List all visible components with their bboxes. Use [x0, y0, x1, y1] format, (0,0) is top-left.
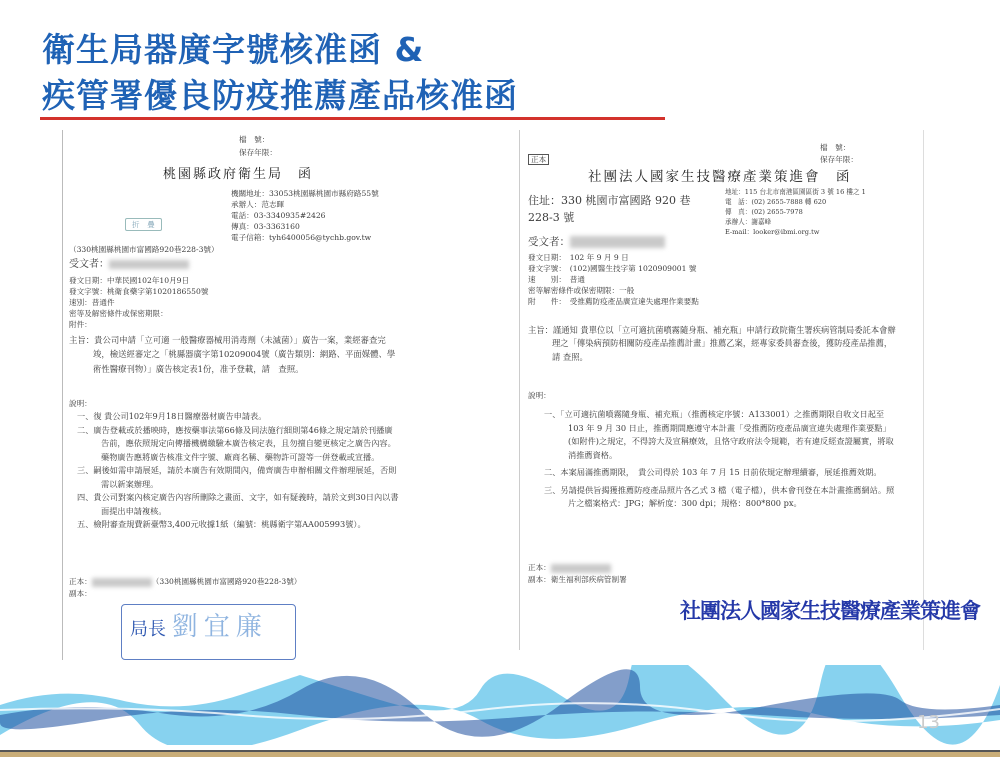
- title-underline: [40, 117, 665, 120]
- explain-item: 四、貴公司對案內核定廣告內容所刪除之畫面、文字，如有疑義時，請於文到30日內以書面提出申請複核。: [77, 492, 399, 516]
- phone: 電話：03-3340935#2426: [231, 211, 326, 220]
- original-recipient: [528, 562, 611, 573]
- org-address: 機關地址：33053桃園縣桃園市縣府路55號: [231, 189, 379, 198]
- seal-name: 劉宜廉: [171, 612, 268, 642]
- explain-items: [77, 410, 399, 532]
- fax: 傳 真：(02) 2655-7978: [725, 208, 803, 216]
- explain-item: 二、廣告登載或於播映時，應按藥事法第66條及同法施行細則第46條之規定請於刊播廣告前，應依照規定向傳播機構繳驗本廣告核定表，且勿擅自變更核定之廣告內容。藥物廣告應將廣告核准文件字號、廠商名稱、藥物許可證等一併登載或宣播。: [77, 424, 396, 462]
- file-no: 檔 號：: [820, 143, 851, 152]
- email: E-mail：looker@ibmi.org.tw: [725, 228, 820, 236]
- keep-years: 保存年限：: [820, 155, 858, 164]
- title-line-2: 疾管署優良防疫推薦產品核准函: [42, 76, 518, 115]
- page-number: 13: [917, 712, 940, 733]
- health-bureau-letter: [62, 130, 442, 660]
- subject: 主旨：貴公司申請「立可適 一般醫療器械用消毒劑（未滅菌）」廣告一案，業經審查完竣，檢送經審定之「桃縣器廣字第10209004號（廣告類別：網路、平面媒體、學術性醫療刊物）」廣告核定表1份，准予登載，請 查照。: [69, 335, 396, 374]
- org-title: 桃園縣政府衛生局 函: [163, 167, 314, 182]
- security: 密等解密條件或保密期限：一般: [528, 286, 635, 295]
- redacted-name: [551, 564, 611, 573]
- explain-label: 說明：: [69, 399, 92, 408]
- explain-item: 三、另請提供旨揭獲推薦防疫產品照片各乙式 3 檔（電子檔），供本會刊登在本計畫推薦網站。照片之檔案格式：JPG；解析度：300 dpi；規格：800*800 px。: [544, 484, 895, 509]
- security: 密等及解密條件或保密期限：: [69, 309, 168, 318]
- copy-label: 副本：: [69, 589, 92, 598]
- org-address: 地址：115 台北市南港區園區街 3 號 16 樓之 1: [725, 188, 866, 196]
- explain-items: [544, 408, 896, 511]
- org-title: 社團法人國家生技醫療產業策進會 函: [588, 169, 852, 185]
- explain-item: 三、嗣後如需申請展延，請於本廣告有效期間內，備齊廣告申辦相關文件辦理展延，否則需以新案辦理。: [77, 465, 397, 489]
- explain-item: 一、復 貴公司102年9月18日醫療器材廣告申請表。: [77, 411, 267, 421]
- biotech-association-letter: [519, 130, 980, 650]
- recipient-address: （330桃園縣桃園市富國路920巷228-3號）: [69, 245, 219, 254]
- speed: 速別：普通件: [69, 298, 115, 307]
- doc-number: 發文字號： (102)國醫生技字第 1020909001 號: [528, 264, 697, 273]
- recipient: [528, 235, 665, 250]
- original-address: （330桃園縣桃園市富國路920巷228-3號）: [151, 577, 302, 586]
- original-label: 正本：: [528, 563, 551, 572]
- doc-number: 發文字號：桃衛食藥字第1020186550號: [69, 287, 209, 296]
- redacted-recipient: [109, 260, 189, 269]
- speed: 速 別： 普通: [528, 275, 585, 284]
- redacted-name: [92, 578, 152, 587]
- original-tag: 正本: [528, 154, 549, 165]
- fax: 傳真：03-3363160: [231, 222, 300, 231]
- association-seal: 社團法人國家生技醫療產業策進會: [680, 599, 980, 623]
- attachment: 附 件： 受推薦防疫產品廣宣違失處理作業要點: [528, 297, 699, 306]
- seal-title: 局長: [130, 619, 166, 640]
- explain-item: 五、檢附審查規費新臺幣3,400元收據1紙（編號：桃縣衛字第AA005993號）。: [77, 519, 366, 530]
- phone: 電 話：(02) 2655-7888 轉 620: [725, 198, 827, 206]
- water-wave-decoration: [0, 665, 1000, 745]
- subject: 主旨：謹通知 貴單位以「立可適抗菌噴霧隨身瓶、補充瓶」申請行政院衛生署疾病管制局委託本會辦理之「傳染病預防相關防疫產品推薦計畫」推薦乙案，經專家委員審查後，獲防疫產品推薦，請 查照。: [528, 325, 896, 362]
- explain-item: 一、「立可適抗菌噴霧隨身瓶、補充瓶」（推薦核定序號：A133001）之推薦期限自收文日起至 103 年 9 月 30 日止，推薦期間應遵守本計畫「受推薦防疫產品廣宣違失處理作業要點」(如附件)之規定，不得誇大及宣稱療效，且恪守政府法令規範，若有違反經查證屬實，將取消推薦資格。: [544, 409, 894, 460]
- keep-years: 保存年限：: [239, 148, 277, 157]
- recipient-label: 受文者：: [69, 259, 109, 270]
- original-recipient: [69, 576, 301, 587]
- recipient-address: 住址：330 桃園市富國路 920 巷 228-3 號: [528, 194, 691, 224]
- fold-stamp: 折 疊: [125, 218, 162, 231]
- issue-date: 發文日期： 102 年 9 月 9 日: [528, 253, 629, 262]
- issue-date: 發文日期：中華民國102年10月9日: [69, 276, 190, 285]
- file-no: 檔 號：: [239, 135, 270, 144]
- original-label: 正本：: [69, 577, 92, 586]
- email: 電子信箱：tyh6400056@tychb.gov.tw: [231, 233, 372, 242]
- explain-item: 二、本案屆滿推薦期限， 貴公司得於 103 年 7 月 15 日前依規定辦理續審，展延推薦效期。: [544, 467, 882, 478]
- explain-label: 說明：: [528, 391, 551, 400]
- bottom-bar: [0, 750, 1000, 757]
- recipient-label: 受文者：: [528, 236, 570, 248]
- title-line-1: 衛生局器廣字號核准函 &: [42, 30, 425, 69]
- contact: 承辦人：謝嘉峰: [725, 218, 772, 226]
- attachment: 附件：: [69, 320, 92, 329]
- director-seal: [121, 604, 296, 660]
- redacted-recipient: [570, 236, 665, 248]
- recipient: [69, 258, 189, 273]
- contact: 承辦人：范志暉: [231, 200, 285, 209]
- copy-recipient: 副本：衛生福利部疾病管制署: [528, 575, 627, 584]
